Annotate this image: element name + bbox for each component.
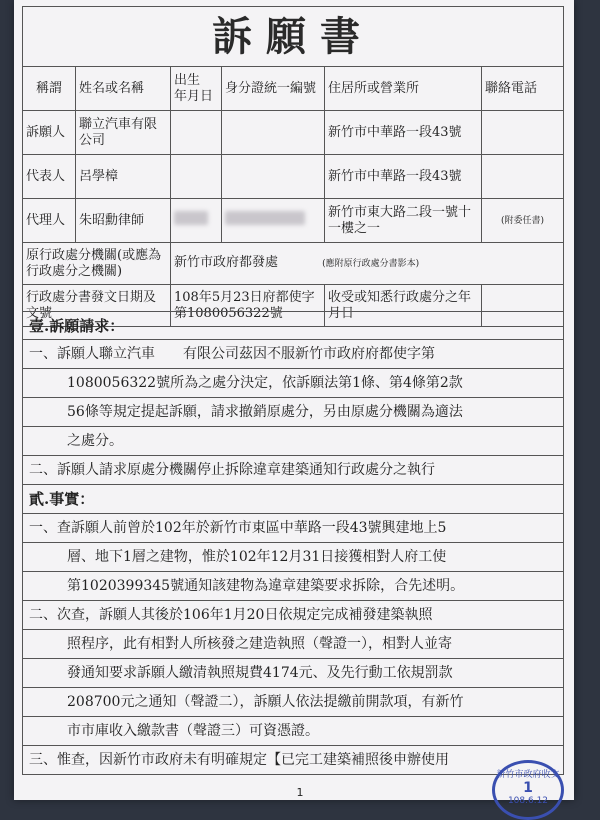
- orig-agency-label: 原行政處分機關(或應為行政處分之機關): [23, 243, 171, 285]
- row-title: 訴願人: [23, 111, 76, 155]
- body-line: 第1020399345號通知該建物為違章建築要求拆除，合先述明。: [22, 572, 564, 601]
- row-name: 朱昭勳律師: [76, 199, 171, 243]
- row-address: 新竹市東大路二段一號十一樓之一: [325, 199, 482, 243]
- body-line: 二、次查，訴願人其後於106年1月20日依規定完成補發建築執照: [22, 601, 564, 630]
- row-name: 呂學樟: [76, 155, 171, 199]
- body-line: 照程序，此有相對人所核發之建造執照（聲證一），相對人並寄: [22, 630, 564, 659]
- body-line: 之處分。: [22, 427, 564, 456]
- page-number: 1: [296, 786, 304, 799]
- row-phone: [482, 111, 564, 155]
- redacted-id: [222, 199, 325, 243]
- stamp-agency: 新竹市政府收文: [496, 770, 560, 780]
- body-line: 208700元之通知（聲證二），訴願人依法提繳前開款項，有新竹: [22, 688, 564, 717]
- table-row: [23, 111, 564, 155]
- party-info-table: [22, 66, 564, 327]
- body-line: 一、訴願人聯立汽車 有限公司茲因不服新竹市政府府都使字第: [22, 340, 564, 369]
- row-address: 新竹市中華路一段43號: [325, 111, 482, 155]
- header-phone: 聯絡電話: [482, 67, 564, 111]
- body-line: 層、地下1層之建物，惟於102年12月31日接獲相對人府工使: [22, 543, 564, 572]
- row-phone: [482, 155, 564, 199]
- header-birth: 出生 年月日: [171, 67, 222, 111]
- header-name: 姓名或名稱: [76, 67, 171, 111]
- row-id: [222, 111, 325, 155]
- body-line: 市市庫收入繳款書（聲證三）可資憑證。: [22, 717, 564, 746]
- row-id: [222, 155, 325, 199]
- table-row: [23, 199, 564, 243]
- row-birth: [171, 111, 222, 155]
- row-name: 聯立汽車有限公司: [76, 111, 171, 155]
- orig-agency-cell: [171, 243, 564, 285]
- body-line: 三、惟查，因新竹市政府未有明確規定【已完工建築補照後申辦使用: [22, 746, 564, 775]
- document-title: 訴願書: [22, 6, 564, 67]
- stamp-number: 1: [523, 780, 533, 796]
- body-line: 發通知要求訴願人繳清執照規費4174元、及先行動工依規罰款: [22, 659, 564, 688]
- stamp-date: 108.6.12: [507, 796, 549, 806]
- row-phone: (附委任書): [482, 199, 564, 243]
- body-line: 1080056322號所為之處分決定，依訴願法第1條、第4條第2款: [22, 369, 564, 398]
- header-id: 身分證統一編號: [222, 67, 325, 111]
- section-heading: 貳.事實：: [22, 485, 564, 514]
- header-title: 稱謂: [23, 67, 76, 111]
- dates-label2: 收受或知悉行政處分之年月日: [325, 285, 482, 327]
- body-line: 二、訴願人請求原處分機關停止拆除違章建築通知行政處分之執行: [22, 456, 564, 485]
- body-line: 56條等規定提起訴願，請求撤銷原處分，另由原處分機關為適法: [22, 398, 564, 427]
- table-row: [23, 155, 564, 199]
- row-title: 代表人: [23, 155, 76, 199]
- row-address: 新竹市中華路一段43號: [325, 155, 482, 199]
- body-line: 一、查訴願人前曾於102年於新竹市東區中華路一段43號興建地上5: [22, 514, 564, 543]
- redacted-birth: [171, 199, 222, 243]
- row-birth: [171, 155, 222, 199]
- header-address: 住居所或營業所: [325, 67, 482, 111]
- row-title: 代理人: [23, 199, 76, 243]
- section-heading: 壹.訴願請求：: [22, 311, 564, 340]
- orig-agency-value: 新竹市政府都發處: [174, 255, 279, 270]
- petition-body: [22, 311, 564, 775]
- dates-label: 行政處分書發文日期及文號: [23, 285, 171, 327]
- orig-agency-note: (應附原行政處分書影本): [322, 259, 420, 269]
- dates-value: 108年5月23日府都使字第1080056322號: [171, 285, 325, 327]
